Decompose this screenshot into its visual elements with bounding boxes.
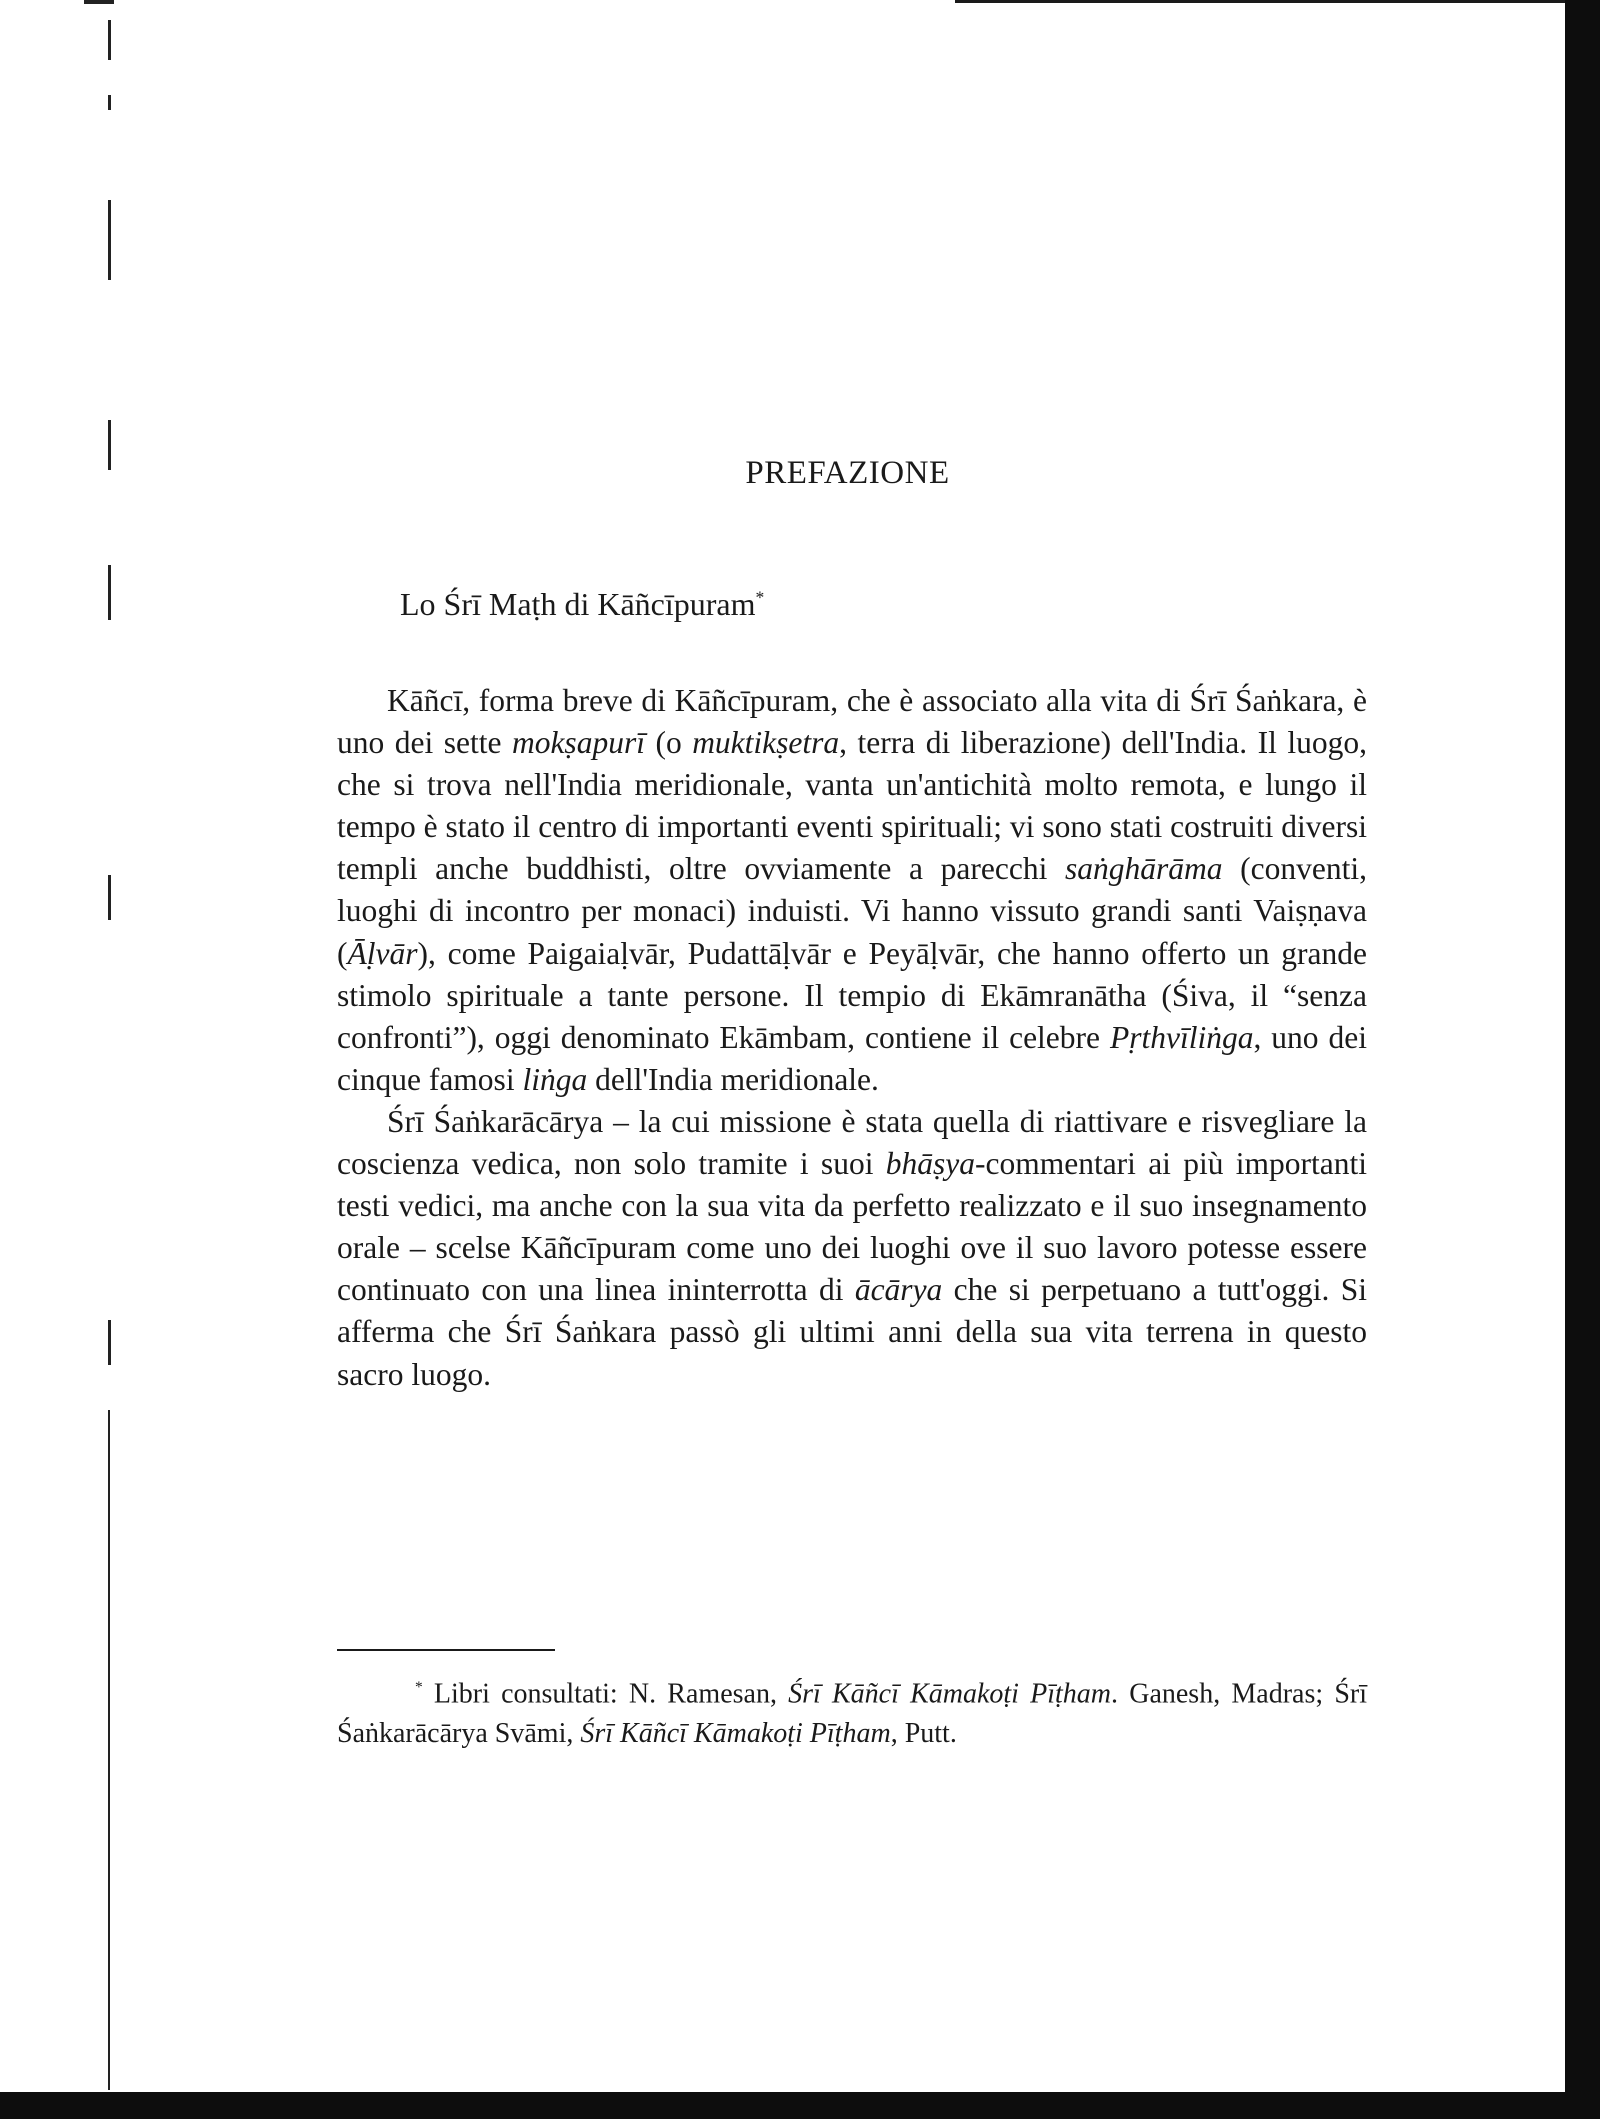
body-text: [337, 680, 1367, 1396]
footnote-marker: *: [415, 1679, 423, 1696]
section-heading-text: Lo Śrī Maṭh di Kāñcīpuram: [400, 586, 756, 622]
italic-term: Pṛthvīliṅga: [1109, 1019, 1254, 1055]
section-heading: [400, 586, 764, 623]
scan-edge-left-mark: [108, 200, 111, 280]
scan-edge-left-mark: [108, 20, 111, 60]
text-run: , Putt.: [890, 1718, 957, 1750]
scan-edge-left-mark: [108, 565, 111, 620]
text-run: ), come Paigaiaḷvār, Pudattāḷvār e Peyāḷvār, che hanno offerto un grande stimolo spirituale a tante persone. Il tempio di Ekāmranātha (Śiva, il “senza confronti”), oggi denominato Ekāmbam, contiene il celebre: [337, 935, 1367, 1055]
italic-term: saṅghārāma: [1064, 851, 1223, 887]
text-run: -commentari ai più importanti testi vedici, ma anche con la sua vita da perfetto realizzato e il suo insegnamento orale – scelse Kāñcīpuram come uno dei luoghi ove il suo lavoro potesse essere continuato con una linea ininterrotta di: [337, 1146, 1367, 1308]
text-run: Libri consultati: N. Ramesan,: [422, 1678, 789, 1710]
scan-edge-left-mark: [108, 1410, 110, 2090]
text-run: (conventi, luoghi di incontro per monaci) induisti. Vi hanno vissuto grandi santi Vaiṣṇava (: [337, 851, 1367, 971]
scan-edge-top: [955, 0, 1600, 3]
italic-term: mokṣapurī: [511, 725, 645, 761]
paragraph: [337, 680, 1367, 1101]
footnote-text: [337, 1678, 1367, 1749]
italic-term: ācārya: [854, 1272, 943, 1308]
italic-term: muktikṣetra: [692, 725, 840, 761]
scan-edge-left-mark: [108, 875, 111, 920]
text-run: Kāñcī, forma breve di Kāñcīpuram, che è associato alla vita di Śrī Śaṅkara, è uno dei sette: [337, 683, 1367, 761]
italic-term: Śrī Kāñcī Kāmakoṭi Pīṭham: [788, 1678, 1112, 1710]
scan-edge-left-mark: [108, 1320, 111, 1365]
scan-edge-bottom: [0, 2092, 1600, 2119]
footnote-marker: *: [755, 587, 765, 608]
text-run: , terra di liberazione) dell'India. Il luogo, che si trova nell'India meridionale, vanta un'antichità molto remota, e lungo il tempo è stato il centro di importanti eventi spirituali; vi sono stati costruiti diversi templi anche buddhisti, oltre ovviamente a parecchi: [337, 725, 1367, 887]
italic-term: Śrī Kāñcī Kāmakoṭi Pīṭham: [580, 1718, 891, 1750]
page-title: PREFAZIONE: [745, 455, 950, 491]
italic-term: Āḷvār: [347, 935, 418, 971]
text-run: Śrī Śaṅkarācārya – la cui missione è stata quella di riattivare e risvegliare la coscienza vedica, non solo tramite i suoi: [337, 1103, 1367, 1182]
text-run: (o: [644, 725, 693, 761]
text-run: , uno dei cinque famosi: [337, 1019, 1368, 1097]
text-run: . Ganesh, Madras; Śrī Śaṅkarācārya Svāmi,: [337, 1678, 1367, 1750]
text-run: che si perpetuano a tutt'oggi. Si afferma che Śrī Śaṅkara passò gli ultimi anni della sua vita terrena in questo sacro luogo.: [337, 1272, 1367, 1392]
italic-term: bhāṣya: [885, 1146, 975, 1182]
italic-term: liṅga: [522, 1061, 588, 1097]
scan-edge-left-tick: [84, 0, 114, 4]
text-run: dell'India meridionale.: [587, 1061, 879, 1097]
paragraph: [337, 1101, 1367, 1396]
scan-edge-left-mark: [108, 95, 111, 110]
footnote: [337, 1668, 1367, 1754]
scan-edge-right: [1565, 0, 1600, 2119]
footnote-divider: [337, 1649, 555, 1651]
